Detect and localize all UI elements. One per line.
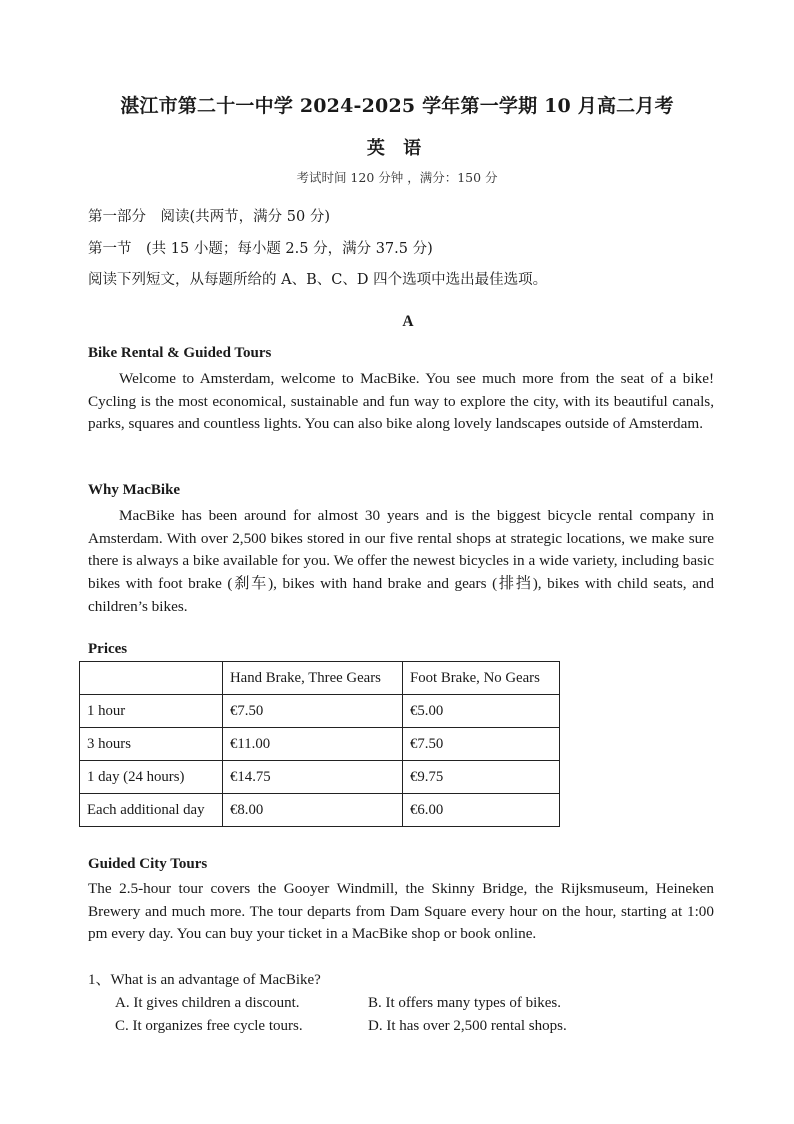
table-cell: €11.00: [223, 728, 403, 761]
table-cell: €7.50: [403, 728, 560, 761]
directions: 阅读下列短文，从每题所给的 A、B、C、D 四个选项中选出最佳选项。: [88, 272, 548, 288]
table-cell: Each additional day: [80, 794, 223, 827]
table-row: [80, 728, 560, 761]
table-cell: €6.00: [403, 794, 560, 827]
table-header-row: [80, 662, 560, 695]
prices-heading: Prices: [88, 641, 128, 657]
option-c: C. It organizes free cycle tours.: [115, 1018, 303, 1034]
exam-title: 湛江市第二十一中学 2024-2025 学年第一学期 10 月高二月考: [120, 95, 674, 117]
table-cell: 1 hour: [80, 695, 223, 728]
table-cell: €8.00: [223, 794, 403, 827]
prices-table: [79, 661, 560, 827]
table-cell: 3 hours: [80, 728, 223, 761]
table-cell: 1 day (24 hours): [80, 761, 223, 794]
table-row: [80, 761, 560, 794]
passage-label: A: [402, 313, 414, 330]
table-header-cell: Hand Brake, Three Gears: [223, 662, 403, 695]
table-cell: €14.75: [223, 761, 403, 794]
intro-heading: Bike Rental & Guided Tours: [88, 345, 272, 361]
table-row: [80, 695, 560, 728]
option-d: D. It has over 2,500 rental shops.: [368, 1018, 567, 1034]
question-stem: 1、What is an advantage of MacBike?: [88, 972, 321, 988]
why-heading: Why MacBike: [88, 482, 181, 498]
tours-paragraph: The 2.5-hour tour covers the Gooyer Windmill, the Skinny Bridge, the Rijksmuseum, Heineken Brewery and much more. The tour departs from Dam Square every hour on the hour, starting at 1:00 pm every day. You can buy your ticket in a MacBike shop or book online.: [88, 880, 714, 943]
subject-title: 英 语: [366, 138, 428, 159]
table-cell: €5.00: [403, 695, 560, 728]
section-heading: 第一节 (共 15 小题；每小题 2.5 分，满分 37.5 分): [88, 241, 433, 257]
option-b: B. It offers many types of bikes.: [368, 995, 562, 1011]
prices-table-wrapper: [79, 661, 560, 827]
why-paragraph: MacBike has been around for almost 30 years and is the biggest bicycle rental company in Amsterdam. With over 2,500 bikes stored in our five rental shops at strategic locations, we make sure there is always a bike available for you. We offer the newest bicycles in a wide variety, including basic bikes with foot brake (刹车), bikes with hand brake and gears (排挡), bikes with child seats, and children’s bikes.: [88, 507, 714, 615]
option-a: A. It gives children a discount.: [115, 995, 300, 1011]
part-heading: 第一部分 阅读(共两节，满分 50 分): [88, 209, 330, 225]
intro-paragraph: Welcome to Amsterdam, welcome to MacBike. You see much more from the seat of a bike! Cycling is the most economical, sustainable and fun way to explore the city, with its beautiful canals, parks, squares and countless lights. You can also bike along lovely landscapes outside of Amsterdam.: [88, 370, 714, 433]
table-cell: €9.75: [403, 761, 560, 794]
exam-info: 考试时间 120 分钟 ，满分：150 分: [296, 170, 498, 185]
table-header-cell: Foot Brake, No Gears: [403, 662, 560, 695]
table-header-cell: [80, 662, 223, 695]
tours-heading: Guided City Tours: [88, 856, 208, 872]
table-row: [80, 794, 560, 827]
table-cell: €7.50: [223, 695, 403, 728]
